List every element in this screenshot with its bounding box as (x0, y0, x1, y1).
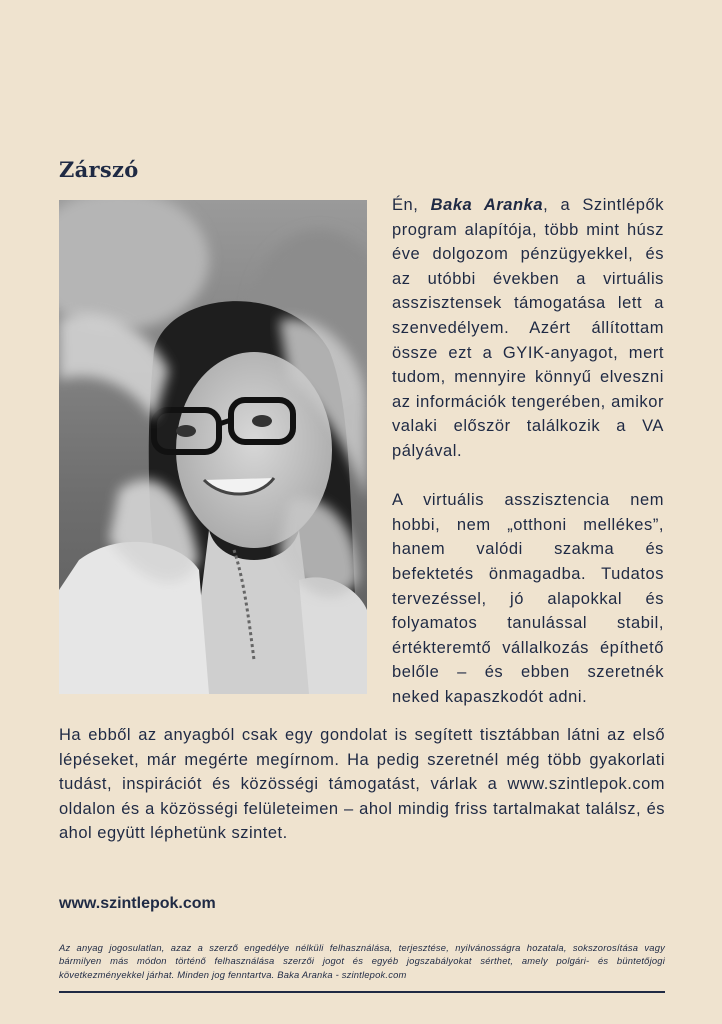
copyright-disclaimer: Az anyag jogosulatlan, azaz a szerző engedélye nélküli felhasználása, terjesztése, nyilvánosságra hozatala, sokszorosítása vagy bármilyen más módon történő felhasználása szerzői jogot és egyéb jogszabályokat sérthet, amely polgári- és büntetőjogi következményekkel járhat. Minden jog fenntartva. Baka Aranka - szintlepok.com (59, 942, 665, 980)
intro-column (392, 193, 664, 709)
author-name: Baka Aranka (430, 196, 544, 214)
second-paragraph: A virtuális asszisztencia nem hobbi, nem „otthoni mellékes”, hanem valódi szakma és befektetés önmagadba. Tudatos tervezéssel, jó alapokkal és folyamatos tanulással stabil, értékteremtő vállalkozás építhető belőle – és ebben szeretnék neked kapaszkodót adni. (392, 491, 664, 706)
author-portrait-photo (59, 200, 367, 694)
website-link[interactable]: www.szintlepok.com (59, 895, 216, 912)
footer-divider (59, 991, 665, 993)
intro-rest: , a Szintlépők program alapítója, több mint húsz éve dolgozom pénzügyekkel, és az utóbbi években a virtuális asszisztensek támogatása lett a szenvedélyem. Azért állítottam össze ezt a GYIK-anyagot, mert tudom, mennyire könnyű elveszni az információk tengerében, amikor valaki először találkozik a VA pályával. (392, 196, 664, 460)
page-title: Zárszó (59, 157, 139, 183)
intro-paragraph (392, 193, 664, 464)
closing-paragraph: Ha ebből az anyagból csak egy gondolat is segített tisztábban látni az első lépéseket, már megérte megírnom. Ha pedig szeretnél még több gyakorlati tudást, inspirációt és közösségi támogatást, várlak a www.szintlepok.com oldalon és a közösségi felületeimen – ahol mindig friss tartalmakat találsz, és ahol együtt léphetünk szintet. (59, 726, 665, 843)
portrait-illustration (59, 200, 367, 694)
intro-prefix: Én, (392, 196, 431, 214)
